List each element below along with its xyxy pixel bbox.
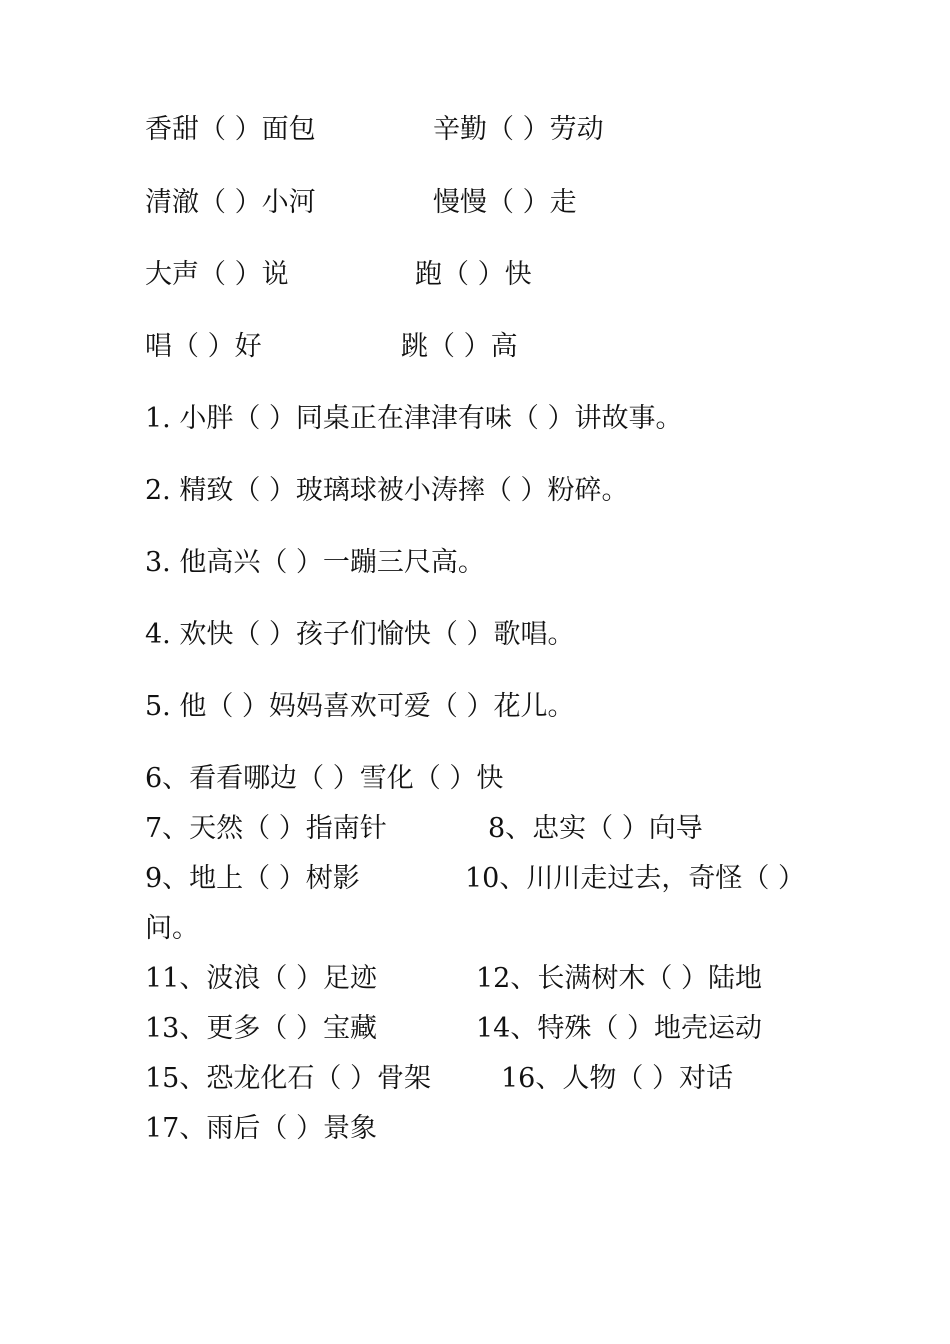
pair-right: 跳（ ）高 (401, 331, 518, 362)
sentence-5: 5. 他（ ）妈妈喜欢可爱（ ）花儿。 (145, 691, 575, 722)
pair-right: 慢慢（ ）走 (433, 187, 577, 218)
pair-left: 唱（ ）好 (145, 331, 262, 362)
item-14: 14、特殊（ ）地壳运动 (476, 1013, 762, 1044)
sentence-3: 3. 他高兴（ ）一蹦三尺高。 (145, 547, 485, 578)
pair-right: 辛勤（ ）劳动 (433, 114, 604, 145)
item-8: 8、忠实（ ）向导 (488, 813, 703, 844)
item-17: 17、雨后（ ）景象 (145, 1113, 377, 1144)
item-line-15-16 (145, 1062, 733, 1096)
pair-left: 香甜（ ）面包 (145, 114, 316, 145)
item-6: 6、看看哪边（ ）雪化（ ）快 (145, 763, 504, 794)
pair-line-1 (145, 113, 604, 147)
item-line-11-12 (145, 962, 762, 996)
item-16: 16、人物（ ）对话 (501, 1063, 733, 1094)
item-7: 7、天然（ ）指南针 (145, 813, 387, 844)
item-line-7-8 (145, 812, 703, 846)
pair-left: 大声（ ）说 (145, 259, 289, 290)
item-10: 10、川川走过去，奇怪（ ） (465, 863, 805, 894)
pair-line-4 (145, 330, 518, 364)
item-12: 12、长满树木（ ）陆地 (476, 963, 762, 994)
pair-left: 清澈（ ）小河 (145, 187, 316, 218)
sentence-1: 1. 小胖（ ）同桌正在津津有味（ ）讲故事。 (145, 403, 683, 434)
pair-line-3 (145, 258, 532, 292)
item-line-13-14 (145, 1012, 762, 1046)
item-9: 9、地上（ ）树影 (145, 863, 360, 894)
item-15: 15、恐龙化石（ ）骨架 (145, 1063, 431, 1094)
sentence-4: 4. 欢快（ ）孩子们愉快（ ）歌唱。 (145, 619, 575, 650)
sentence-2: 2. 精致（ ）玻璃球被小涛摔（ ）粉碎。 (145, 475, 629, 506)
item-10-continuation: 问。 (145, 913, 199, 944)
item-line-9-10 (145, 862, 805, 896)
pair-right: 跑（ ）快 (415, 259, 532, 290)
item-11: 11、波浪（ ）足迹 (145, 963, 377, 994)
item-13: 13、更多（ ）宝藏 (145, 1013, 377, 1044)
pair-line-2 (145, 186, 577, 220)
